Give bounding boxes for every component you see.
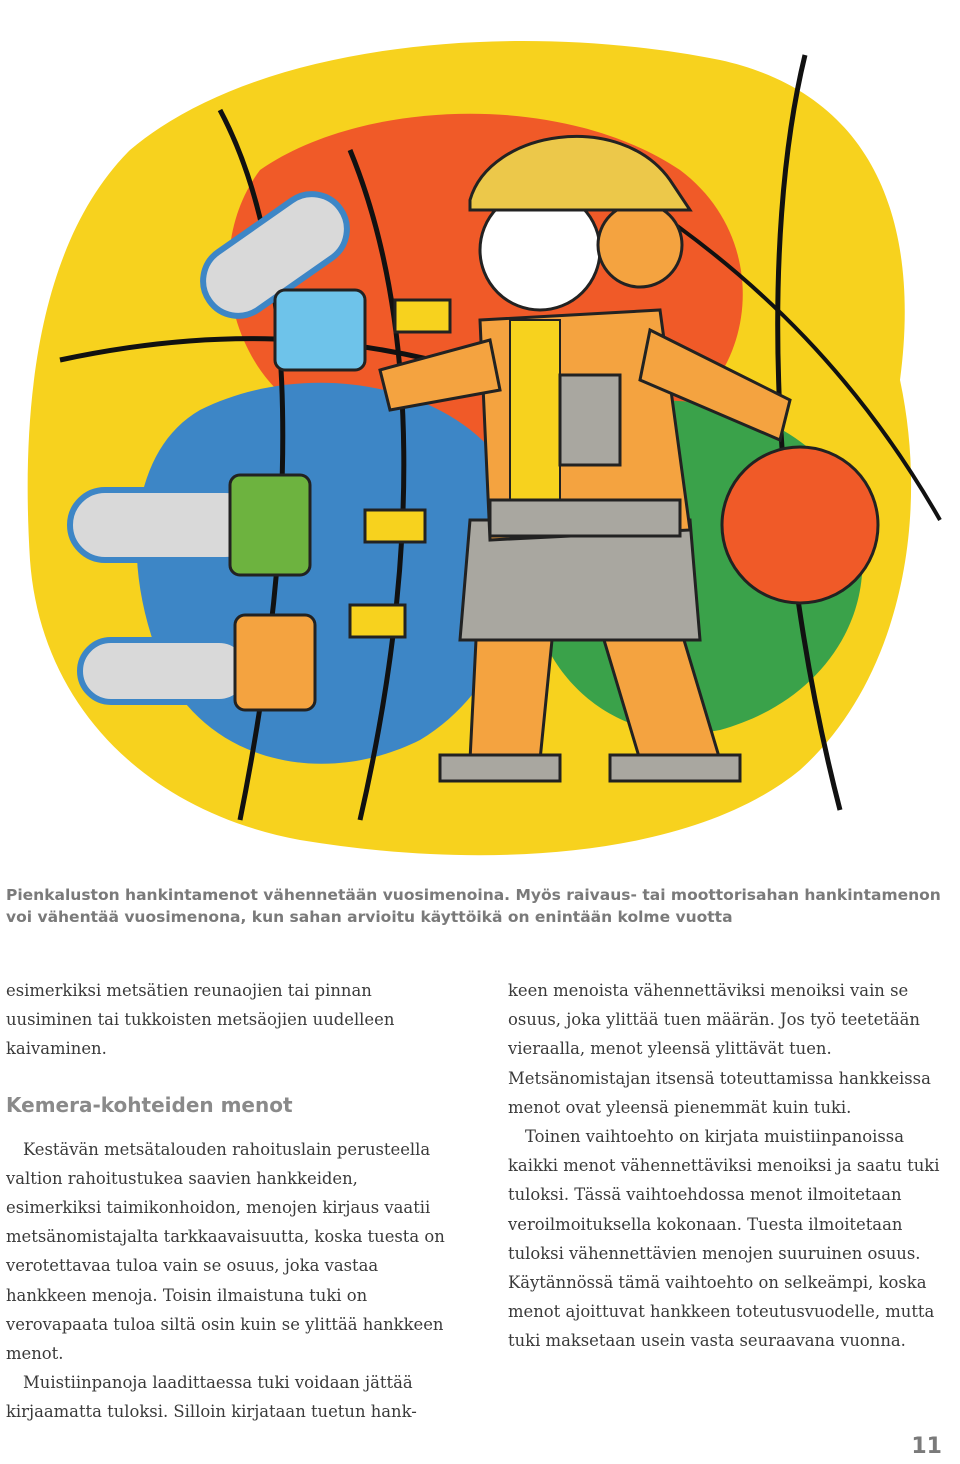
left-column: [6, 976, 454, 1427]
worker-vest-stripe: [510, 320, 560, 520]
right-column: [508, 976, 956, 1356]
left-intro-paragraph: esimerkiksi metsätien reunaojien tai pinnan uusiminen tai tukkoisten metsäojien uudelleen kaivaminen.: [6, 981, 395, 1059]
right-paragraph-1: keen menoista vähennettäviksi menoiksi vain se osuus, joka ylittää tuen määrän. Jos työ teetetään vieraalla, menot yleensä ylittävät tuen. Metsänomistajan itsensä toteuttamissa hankkeissa menot ovat yleensä pienemmät kuin tuki.: [508, 981, 931, 1117]
page-number: 11: [911, 1434, 942, 1459]
right-paragraph-2: Toinen vaihtoehto on kirjata muistiinpanoissa kaikki menot vähennettäviksi menoiksi ja saatu tuki tuloksi. Tässä vaihtoehdossa menot ilmoitetaan veroilmoituksella kokonaan. Tuesta ilmoitetaan tuloksi vähennettävien menojen suuruinen osuus. Käytännössä tämä vaihtoehto on selkeämpi, koska menot ajoittuvat hankkeen toteutusvuodelle, mutta tuki maksetaan usein vasta seuraavana vuonna.: [508, 1127, 940, 1351]
held-orange-helmet: [722, 447, 878, 603]
yellow-tag: [395, 300, 450, 332]
yellow-tag: [365, 510, 425, 542]
section-heading: Kemera-kohteiden menot: [6, 1092, 293, 1117]
worker-right-boot: [610, 755, 740, 781]
worker-left-boot: [440, 755, 560, 781]
left-paragraph-1: Kestävän metsätalouden rahoituslain perusteella valtion rahoitustukea saavien hankkeiden, esimerkiksi taimikonhoidon, menojen kirjaus vaatii metsänomistajalta tarkkaavaisuutta, koska tuesta on verotettavaa tuloa vain se osuus, joka vastaa hankkeen menoja. Toisin ilmaistuna tuki on verovapaata tuloa siltä osin kuin se ylittää hankkeen menot.: [6, 1139, 445, 1364]
worker-ear-protector: [598, 203, 682, 287]
left-paragraph-2: Muistiinpanoja laadittaessa tuki voidaan jättää kirjaamatta tuloksi. Silloin kirjataan tuetun hank-: [6, 1373, 417, 1422]
image-caption: Pienkaluston hankintamenot vähennetään vuosimenoina. Myös raivaus- tai moottorisahan hankintamenon voi vähentää vuosimenona, kun sahan arvioitu käyttöikä on enintään kolme vuotta: [6, 886, 941, 926]
chainsaw-green: [70, 475, 310, 575]
worker-chest-pocket: [560, 375, 620, 465]
yellow-tag: [350, 605, 405, 637]
worker-belt: [490, 500, 680, 536]
